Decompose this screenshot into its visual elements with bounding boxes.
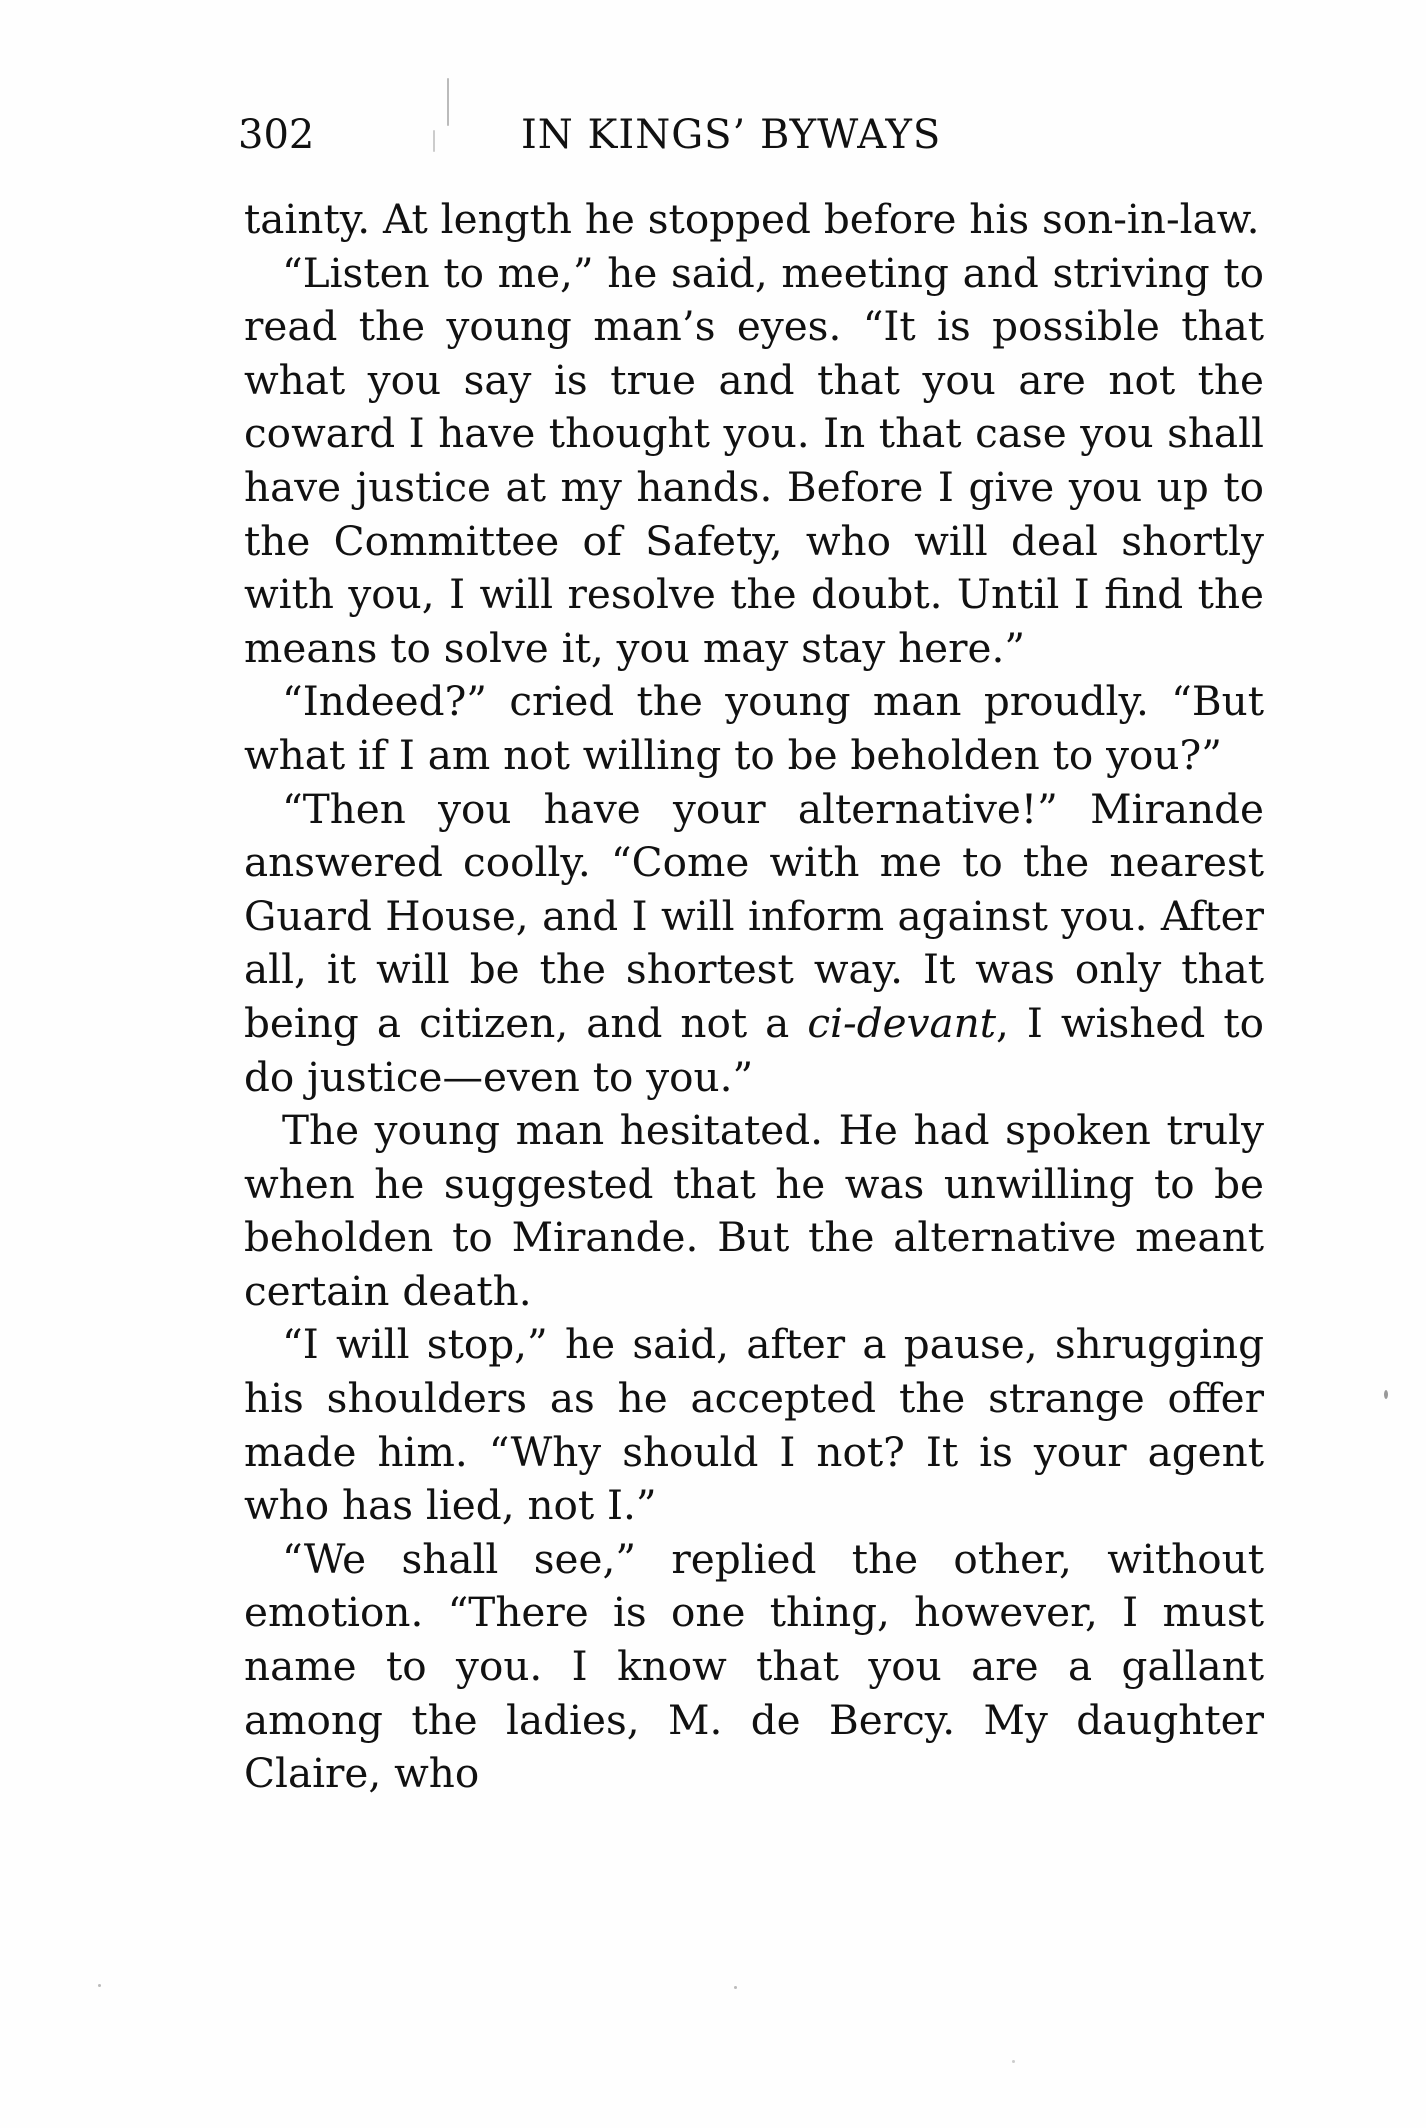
paper-speck [447, 78, 449, 126]
paragraph: “Listen to me,” he said, meeting and striving to read the young man’s eyes. “It is possible that what you say is true and that you are not the coward I have thought you. In that case you shall have justice at my hands. Before I give you up to the Committee of Safety, who will deal shortly with you, I will resolve the doubt. Until I find the means to solve it, you may stay here.” [244, 248, 1264, 672]
paragraph [244, 783, 1264, 1105]
running-head: IN KINGS’ BYWAYS [521, 112, 942, 158]
paragraph-text: , I wished to do justice—even to you.” [244, 998, 1264, 1101]
paper-speck [1012, 2060, 1015, 2063]
paper-speck [1384, 1390, 1388, 1399]
paragraph: tainty. At length he stopped before his son-in-law. [244, 195, 1260, 243]
paper-speck [98, 1984, 101, 1987]
paragraph: “We shall see,” replied the other, without emotion. “There is one thing, however, I must name to you. I know that you are a gallant among the ladies, M. de Bercy. My daughter Claire, who [244, 1534, 1264, 1798]
paragraph: The young man hesitated. He had spoken truly when he suggested that he was unwilling to be beholden to Mirande. But the alternative meant certain death. [244, 1106, 1264, 1315]
page-header [238, 112, 1258, 172]
page-number: 302 [238, 112, 315, 158]
paper-speck [433, 130, 435, 152]
paragraph-text: “Then you have your alternative!” Mirande answered coolly. “Come with me to the nearest Guard House, and I will inform against you. After all, it will be the shortest way. It was only that being a citizen, and not a [244, 784, 1264, 1047]
paragraph: “I will stop,” he said, after a pause, shrugging his shoulders as he accepted the strange offer made him. “Why should I not? It is your agent who has lied, not I.” [244, 1320, 1264, 1530]
paper-speck [734, 1986, 737, 1989]
paragraph: “Indeed?” cried the young man proudly. “But what if I am not willing to be beholden to you?” [244, 677, 1264, 779]
body-text [244, 193, 1264, 1801]
italic-term: ci-devant [807, 998, 996, 1047]
